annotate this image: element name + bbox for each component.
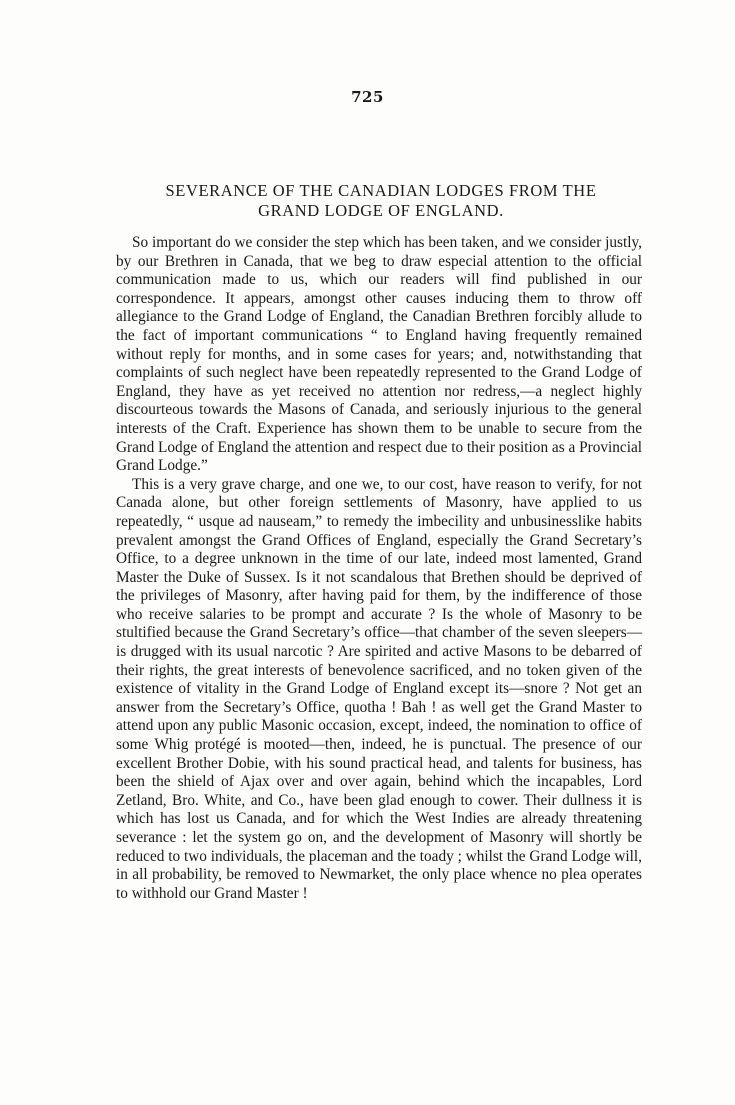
heading-line-1: SEVERANCE OF THE CANADIAN LODGES FROM THE (165, 181, 597, 200)
paragraph-2: This is a very grave charge, and one we, to our cost, have reason to verify, for not Canada alone, but other foreign settlements of Masonry, have applied to us repeatedly, “ usque ad nauseam,” to remedy the imbecility and unbusinesslike habits prevalent amongst the Grand Offices of England, especially the Grand Secretary’s Office, to a degree unknown in the time of our late, indeed most lamented, Grand Master the Duke of Sussex. Is it not scandalous that Brethen should be deprived of the privileges of Masonry, after having paid for them, by the indifference of those who receive salaries to be prompt and accurate ? Is the whole of Masonry to be stultified because the Grand Secretary’s office—that chamber of the seven sleepers—is drugged with its usual narcotic ? Are spirited and active Masons to be debarred of their rights, the great interests of benevolence sacrificed, and no token given of the existence of vitality in the Grand Lodge of England except its—snore ? Not get an answer from the Secretary’s Office, quotha ! Bah ! as well get the Grand Master to attend upon any public Masonic occasion, except, indeed, the nomination to office of some Whig protégé is mooted—then, indeed, he is punctual. The presence of our excellent Brother Dobie, with his sound practical head, and talents for business, has been the shield of Ajax over and over again, behind which the incapables, Lord Zetland, Bro. White, and Co., have been glad enough to cower. Their dullness it is which has lost us Canada, and for which the West Indies are already threatening severance : let the system go on, and the development of Masonry will shortly be reduced to two individuals, the placeman and the toady ; whilst the Grand Lodge will, in all probability, be removed to Newmarket, the only place whence no plea operates to withhold our Grand Master ! (116, 475, 642, 902)
page-number: 725 (351, 88, 384, 106)
heading-line-2: GRAND LODGE OF ENGLAND. (258, 201, 504, 220)
paragraph-1: So important do we consider the step which has been taken, and we consider justly, by our Brethren in Canada, that we beg to draw especial attention to the official communication made to us, which our readers will find published in our correspondence. It appears, amongst other causes inducing them to throw off allegiance to the Grand Lodge of England, the Canadian Brethren forcibly allude to the fact of important communications “ to England having frequently remained without reply for months, and in some cases for years; and, notwithstanding that complaints of such neglect have been repeatedly represented to the Grand Lodge of England, they have as yet received no attention nor redress,—a neglect highly discourteous towards the Masons of Canada, and seriously injurious to the general interests of the Craft. Experience has shown them to be unable to secure from the Grand Lodge of England the attention and respect due to their position as a Provincial Grand Lodge.” (116, 234, 642, 475)
article-heading (108, 181, 654, 221)
article-body (116, 234, 642, 903)
